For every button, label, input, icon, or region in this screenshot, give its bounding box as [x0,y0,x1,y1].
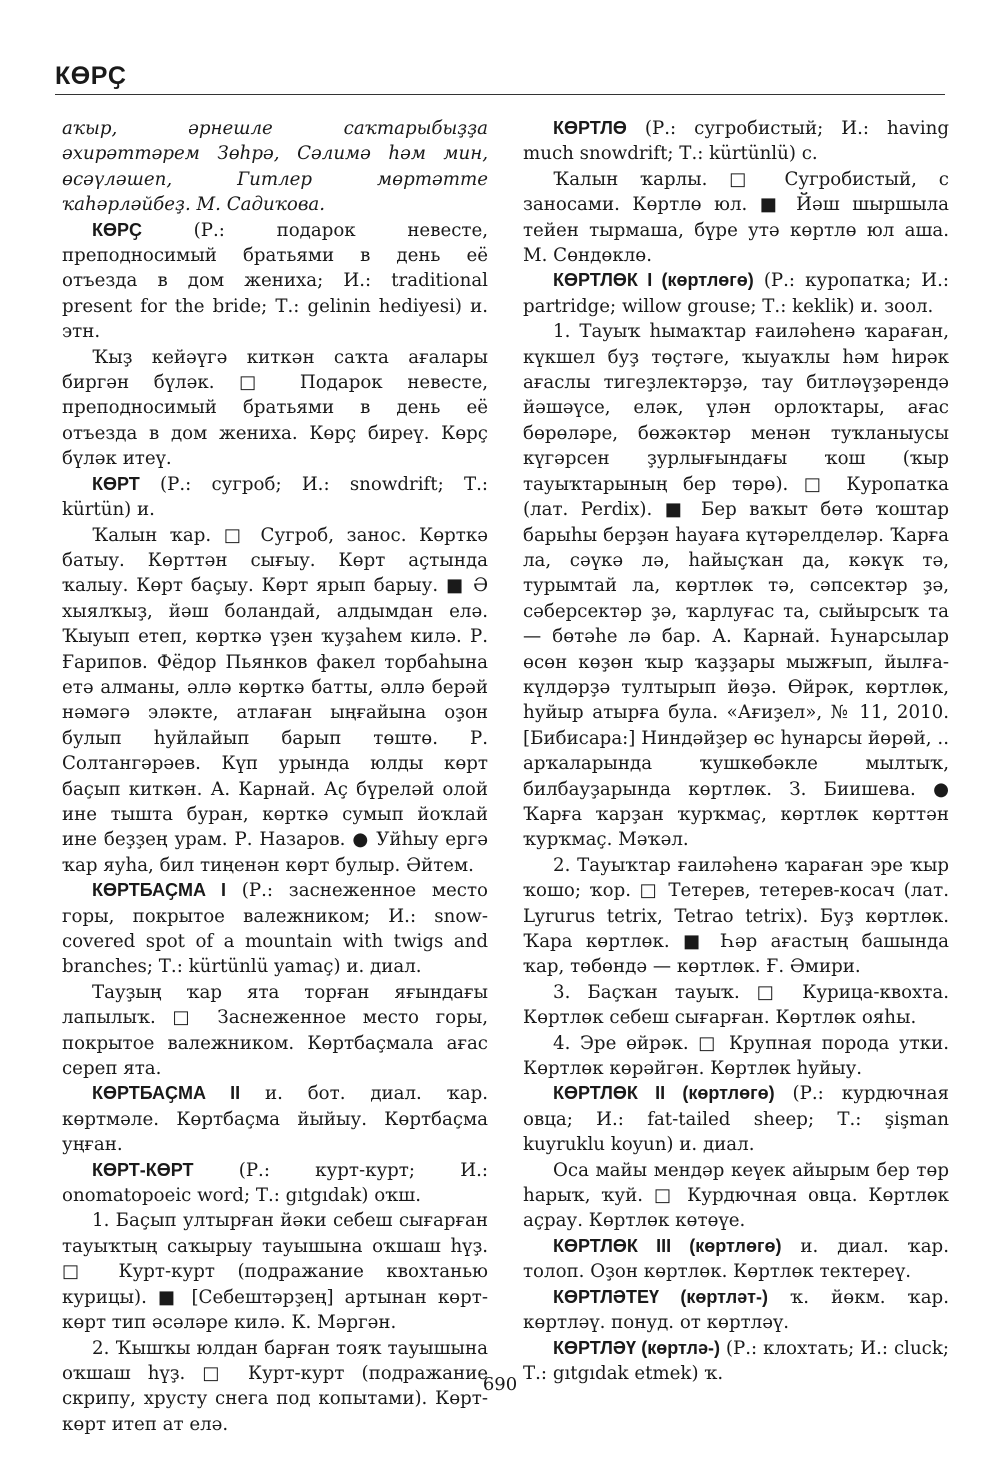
entry-definition: (Р.: сугробистый; И.: having much snowdrift; Т.: kürtünlü) с. [523,118,949,165]
entry-sense: 4. Эре өйрәк. □ Крупная порода утки. Көртлөк көрәйгән. Көртлөк һуйыу. [523,1032,949,1080]
continued-citation: аҡыр, әрнешле саҡтарыбыҙҙа әхирәттәрем Зөһрә, Сәлимә һәм мин, өсәүләшеп, Гитлер мөртәтте ҡаһәрләйбеҙ. М. Садиҡова. [62,118,488,216]
entry-definition: (Р.: заснеженное место горы, покрытое валежником; И.: snow-covered spot of a mountain with twigs and branches; Т.: kürtünlü yamaç) и. диал. [62,880,488,978]
entry-kort [62,472,488,523]
entry-definition: (Р.: курдючная овца; И.: fat-tailed sheep; Т.: şişman kuyruklu koyun) и. диал. [523,1083,949,1156]
right-column [523,116,949,1386]
headword: КӨРТЛӨК I (көртлөгө) [553,270,754,291]
headword: КӨРҪ [92,219,142,240]
entry-kortlateu [523,1285,949,1336]
entry-sense: Ҡыҙ кейәүгә киткән саҡта ағалары биргән бүләк. □ Подарок невесте, преподносимый братьями в день её отъезда в дом жениха. Көрҫ биреү. Көрҫ бүләк итеү. [62,346,488,470]
headword: КӨРТ-КӨРТ [92,1159,194,1180]
entry-kortlo [523,116,949,167]
entry-definition: и. диал. ҡар. толоп. Оҙон көртлөк. Көртлөк тектереү. [523,1235,949,1283]
headword: КӨРТБАҪМА I [92,880,226,901]
entry-kort-kort [62,1158,488,1209]
headword: КӨРТБАҪМА II [92,1083,241,1104]
entry-definition: и. бот. диал. ҡар. көртмәле. Көртбаҫма йыйыу. Көртбаҫма уңған. [62,1083,489,1156]
entry-sense: 2. Тауыҡтар ғаиләһенә ҡараған эре ҡыр ҡошо; ҡор. □ Тетерев, тетерев-косач (лат. Lyrurus tetrix, Tetrao tetrix). Буҙ көртлөк. Ҡара көртлөк. ■ Һәр ағастың башында ҡар, төбөндә — көртлөк. Ғ. Әмири. [523,854,949,978]
entry-sense: Тауҙың ҡар ята торған яғындағы лапылыҡ. □ Заснеженное место горы, покрытое валежником. Көртбаҫмала ағас сереп ята. [62,981,488,1080]
entry-sense: Ҡалын ҡар. □ Сугроб, занос. Көрткә батыу. Көрттән сығыу. Көрт аҫтында ҡалыу. Көрт баҫыу. Көрт ярып барыу. ■ Ә хыялҡыҙ, йәш боландай, алдымдан елә. Ҡыуып етеп, көрткә үҙен ҡуҙаһем килә. Р. Ғарипов. Фёдор Пьянков факел торбаһына етә алманы, әллә көрткә батты, әллә берәй нәмәгә эләкте, атлаған ыңғайына оҙон булып һуйлайып барып төштө. Р. Солтангәрәев. Күп урында юлды көрт баҫып киткән. А. Карнай. Аҫ бүреләй олой ине тышта буран, көрткә сумып йоҡлай ине беҙҙең урам. Р. Назаров. ● Уйһыу ергә ҡар яуһа, бил тиңенән көрт булыр. Әйтем. [62,524,488,876]
entry-sense: Оса майы мендәр кеүек айырым бер төр һарыҡ, ҡуй. □ Курдючная овца. Көртлөк аҫрау. Көртлөк көтөүе. [523,1159,949,1232]
headword: КӨРТ [92,473,140,494]
entry-sense: 2. Ҡышҡы юлдан барған тояҡ тауышына оҡшаш һүҙ. □ Курт-курт (подражание скрипу, хрусту снега под копытами). Көрт-көрт итеп ат елә. [62,1337,488,1435]
headword: КӨРТЛӘҮ (көртлә-) [553,1337,720,1358]
headword: КӨРТЛӨК II (көртлөгө) [553,1083,775,1104]
headword: КӨРТЛӘТЕҮ (көртләт-) [553,1286,768,1307]
entry-sense: 3. Баҫҡан тауыҡ. □ Курица-квохта. Көртлөк себеш сығарған. Көртлөк ояһы. [523,981,949,1029]
entry-definition: (Р.: сугроб; И.: snowdrift; Т.: kürtün) и. [62,473,488,521]
headword: КӨРТЛӨ [553,118,627,138]
entry-definition: (Р.: подарок невесте, преподносимый братьями в день её отъезда в дом жениха; И.: traditional present for the bride; Т.: gelinin hediyesi) и. этн. [62,219,488,343]
entry-definition: (Р.: куропатка; И.: partridge; willow grouse; Т.: keklik) и. зоол. [523,270,949,317]
entry-sense: Ҡалын ҡарлы. □ Сугробистый, с заносами. Көртлө юл. ■ Йәш шыршыла тейен тырмаша, бүре утә көртлө юл аша. М. Сөндөклө. [523,168,949,267]
entry-sense: 1. Тауыҡ һымаҡтар ғаиләһенә ҡараған, күкшел буҙ төҫтәге, ҡыуаҡлы һәм һирәк ағаслы тигеҙлектәрҙә, тау битләүҙәрендә йәшәүсе, еләк, үлән орлоҡтары, ағас бөрөләре, бөжәктәр менән туҡланыусы күгәрсен ҙурлығындағы ҡош (ҡыр тауыҡтарының бер төрө). □ Куропатка (лат. Perdix). ■ Бер ваҡыт бөтә ҡоштар барыһы берҙән һауаға күтәрелделәр. Ҡарға ла, сәүкә лә, һайыҫҡан да, кәкүк тә, турымтай ла, көртлөк тә, сәпсектәр ҙә, сәберсектәр ҙә, ҡарлуғас та, сыйырсыҡ та — бөтәһе лә бар. А. Карнай. Һунарсылар өсөн көҙөн ҡыр ҡаҙҙары мыжғып, йылға-күлдәрҙә тултырып йөҙә. Өйрәк, көртлөк, һуйыр атырға була. «Ағиҙел», № 11, 2010. [Бибисара:] Ниндәйҙер өс һунарсы йөрөй, .. арҡаларында ҡушкөбәкле мылтыҡ, билбауҙарында көртлөк. З. Биишева. ● Ҡарға ҡарҙан ҡурҡмаҫ, көртлөк көрттән ҡурҡмаҫ. Мәҡәл. [523,321,949,851]
entry-definition: (Р.: курт-курт; И.: onomatopoeic word; Т.: gıtgıdak) оҡш. [62,1159,488,1207]
running-header: КӨРҪ [55,62,127,90]
page-number: 690 [482,1374,518,1395]
entry-definition: ҡ. йөкм. ҡар. көртләү. понуд. от көртләү. [523,1286,949,1334]
left-column [62,116,488,1437]
entry-definition: (Р.: клохтать; И.: cluck; Т.: gıtgıdak etmek) ҡ. [523,1337,950,1384]
entry-kortbasma-2 [62,1081,488,1157]
entry-sense: 1. Баҫып ултырған йәки себеш сығарған тауыҡтың саҡырыу тауышына оҡшаш һүҙ. □ Курт-курт (подражание квохтанью курицы). ■ [Себештәрҙең] артынан көрт-көрт тип әсәләре килә. К. Мәргән. [62,1210,488,1334]
entry-kortlok-1 [523,268,949,319]
entry-kors [62,218,488,345]
headword: КӨРТЛӨК III (көртлөгө) [553,1235,782,1256]
header-rule [55,94,945,95]
entry-kortbasma-1 [62,878,488,980]
entry-kortlok-2 [523,1081,949,1157]
entry-kortlok-3 [523,1234,949,1285]
